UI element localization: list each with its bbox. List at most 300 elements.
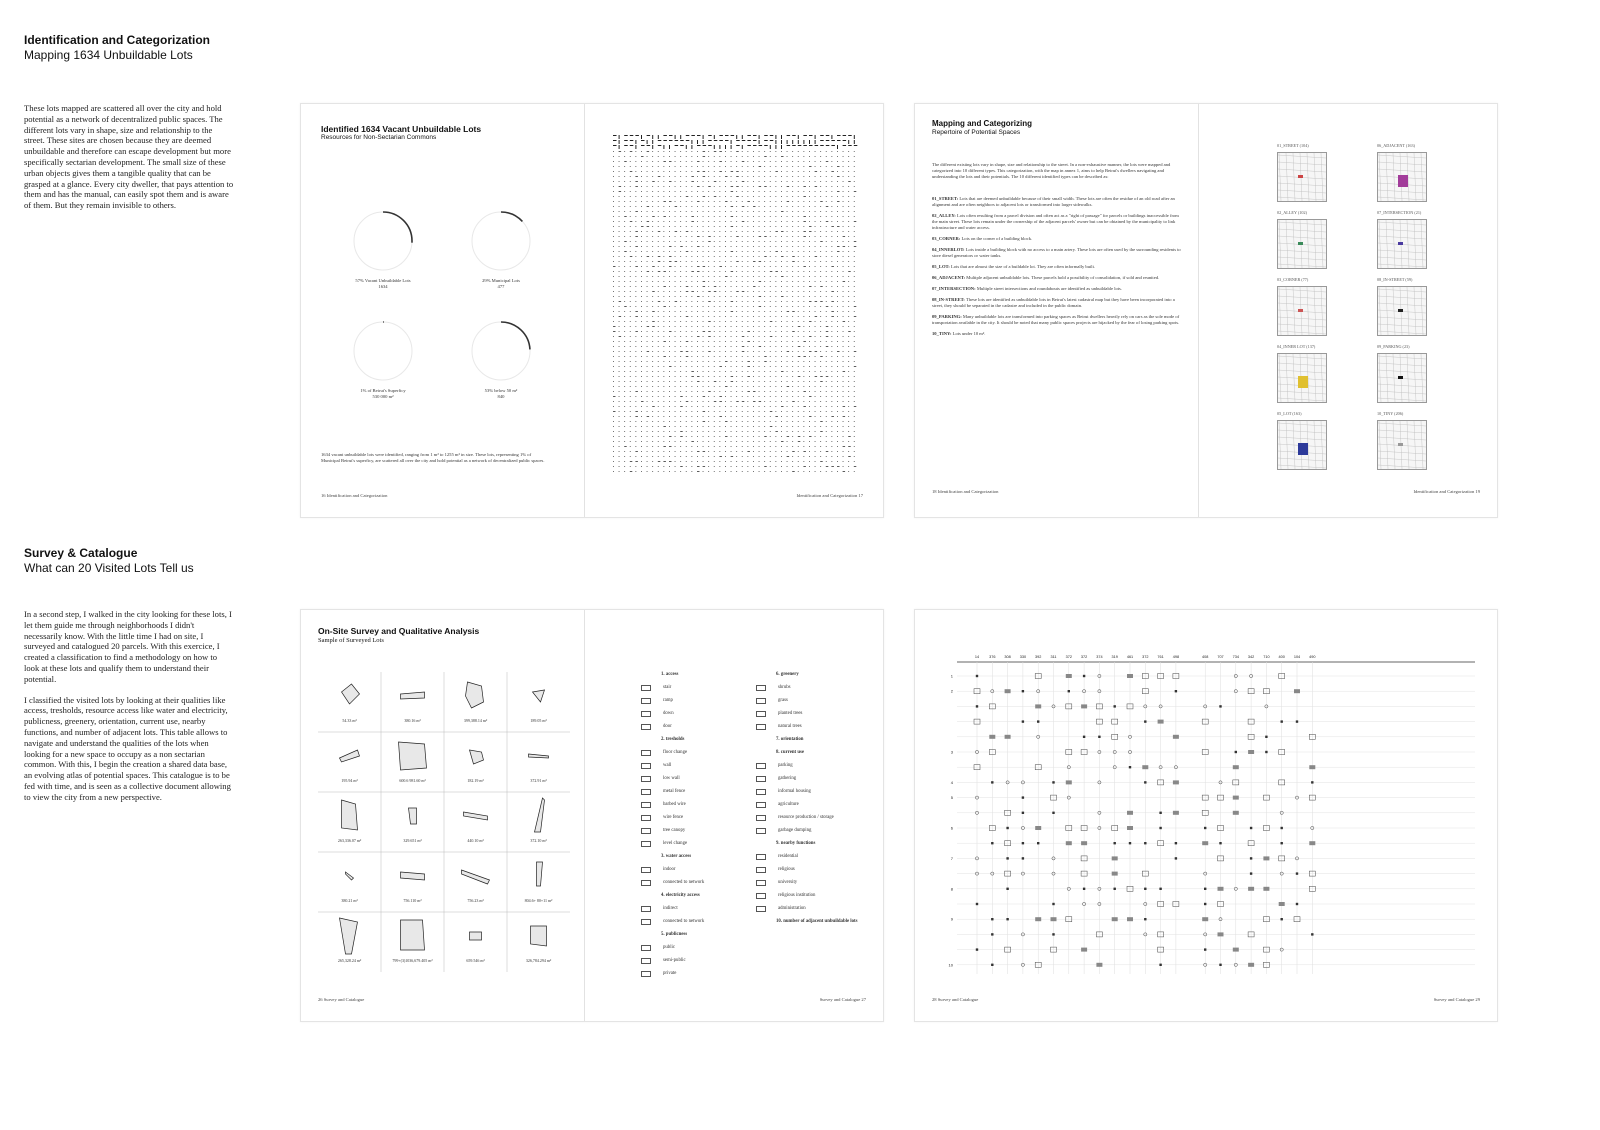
lot-shape (843, 281, 846, 282)
lot-shape (843, 391, 844, 392)
lot-shape (686, 281, 687, 282)
lot-shape (652, 236, 653, 237)
lot-shape (697, 166, 698, 167)
lot-shape (820, 171, 821, 172)
lot-shape (848, 366, 849, 367)
lot-shape (697, 326, 698, 327)
lot-shape (770, 221, 771, 222)
lot-shape (759, 156, 760, 157)
lot-shape (613, 156, 614, 157)
lot-shape (831, 376, 832, 377)
lot-shape (714, 331, 715, 332)
column-header: 330 (1019, 655, 1027, 659)
lot-shape (753, 381, 754, 382)
lot-shape (803, 221, 806, 222)
stat-label: 29% Municipal Lots (482, 278, 520, 283)
lot-shape (680, 241, 681, 242)
lot-shape (680, 145, 684, 146)
lot-shape (809, 276, 810, 277)
lot-shape (686, 411, 687, 412)
lot-shape (736, 466, 737, 467)
lot-shape (826, 211, 827, 212)
lot-shape (837, 331, 838, 332)
lot-shape (843, 186, 844, 187)
survey-symbol (1037, 720, 1039, 722)
lot-shape (759, 216, 760, 217)
lot-shape (691, 466, 692, 467)
lot-shape (624, 451, 625, 452)
lot-shape (714, 456, 715, 457)
lot-shape (647, 346, 648, 347)
lot-shape (663, 135, 667, 136)
lot-shape (630, 471, 633, 472)
lot-shape (658, 366, 659, 367)
lot-shape (652, 471, 653, 472)
legend-symbol-icon (756, 724, 766, 730)
lot-shape (613, 291, 614, 292)
lot-shape (714, 140, 718, 141)
lot-shape (854, 316, 857, 317)
lot-shape (854, 231, 855, 232)
lot-shape (820, 336, 821, 337)
lot-shape (747, 391, 750, 392)
lot-shape (848, 446, 851, 447)
lot-shape (843, 221, 844, 222)
lot-shape (753, 221, 754, 222)
lot-shape (635, 161, 636, 162)
lot-shape (691, 436, 692, 437)
lot-shape (624, 376, 625, 377)
lot-shape (803, 331, 804, 332)
lot-shape (815, 376, 818, 377)
lot-shape (753, 291, 754, 292)
lot-shape (641, 451, 642, 452)
lot-shape (635, 341, 636, 342)
lot-shape (652, 451, 653, 452)
lot-shape (686, 196, 689, 197)
lot-shape (798, 181, 799, 182)
lot-shape (854, 261, 855, 262)
lot-shape (837, 256, 838, 257)
lot-shape (686, 231, 689, 232)
lot-shape (798, 171, 799, 172)
type-text: Many unbuildable lots are transformed into parking spaces as Beirut dwellers heavily rely on cars as the sole mode of transportation available in the city. It should be noted that many public spaces projects are hijacked by the fear of losing parking spots. (932, 314, 1180, 325)
lot-shape (803, 226, 804, 227)
lot-shape (703, 411, 706, 412)
lot-shape (747, 431, 748, 432)
lot-shape (803, 145, 807, 146)
lot-shape (736, 391, 737, 392)
lot-shape (658, 421, 659, 422)
lot-shape (848, 276, 849, 277)
lot-shape (775, 331, 776, 332)
lot-shape (731, 241, 732, 242)
lot-shape (652, 256, 653, 257)
lot-shape (680, 261, 681, 262)
lot-shape (697, 461, 698, 462)
lot-shape (781, 291, 782, 292)
lot-shape (837, 191, 840, 192)
type-text: These lots are identified as unbuildable lots in Beirut's latest cadastral map but they have been incorporated into a street, they should be separated in the cadastre and included in the public domain. (932, 297, 1175, 308)
lot-shape (675, 171, 676, 172)
survey-symbol (1052, 903, 1054, 905)
survey-symbol (1127, 674, 1133, 678)
lot-shape (848, 251, 849, 252)
lot-shape (630, 251, 631, 252)
lot-shape (619, 251, 620, 252)
lot-shape (848, 181, 851, 182)
lot-shape (641, 316, 642, 317)
lot-shape (680, 336, 681, 337)
lot-shape (747, 231, 748, 232)
lot-shape (691, 351, 692, 352)
lot-shape (736, 326, 737, 327)
lot-shape (843, 306, 844, 307)
lot-shape (781, 456, 782, 457)
lot-shape (647, 246, 648, 247)
lot-shape (658, 311, 659, 312)
lot-shape (652, 206, 653, 207)
lot-shape (787, 291, 788, 292)
lot-shape (680, 291, 681, 292)
lot-shape (669, 271, 670, 272)
lot-shape (680, 191, 681, 192)
lot-shape (680, 371, 681, 372)
lot-shape (826, 291, 827, 292)
lot-shape (619, 311, 620, 312)
lot-shape (742, 261, 743, 262)
lot-shape (691, 451, 692, 452)
lot-shape (826, 386, 827, 387)
legend-item (641, 876, 736, 889)
lot-shape (652, 216, 655, 217)
lot-shape (803, 441, 804, 442)
lot-shape (798, 391, 799, 392)
lot-shape (658, 406, 659, 407)
lot-shape (815, 331, 816, 332)
lot-shape (619, 371, 620, 372)
lot-shape (663, 256, 664, 257)
lot-shape (831, 276, 832, 277)
lot-shape (725, 371, 726, 372)
lot-shape (831, 391, 832, 392)
lot-shape (775, 376, 776, 377)
lot-shape (691, 145, 692, 149)
lot-shape (641, 386, 642, 387)
lot-shape (619, 261, 620, 262)
lot-shape (775, 451, 776, 452)
lot-shape (742, 381, 743, 382)
lot-shape (691, 461, 692, 462)
lot-shape (652, 411, 653, 412)
lot-shape (703, 286, 706, 287)
lot-shape (759, 381, 760, 382)
lot-shape (647, 306, 648, 307)
lot-shape (770, 451, 771, 452)
lot-shape (843, 226, 844, 227)
lot-shape (781, 261, 782, 262)
lot-shape (775, 196, 776, 197)
lot-shape (826, 406, 827, 407)
lot-shape (770, 261, 771, 262)
lot-shape (820, 291, 821, 292)
survey-symbol (1175, 857, 1177, 859)
lot-shape (652, 401, 653, 402)
lot-shape (775, 406, 776, 407)
lot-shape (641, 206, 642, 207)
lot-shape (731, 406, 732, 407)
lot-shape (781, 276, 784, 277)
lot-shape (826, 216, 827, 217)
lot-shape (775, 181, 776, 182)
lot-shape (658, 326, 659, 327)
lot-shape (669, 296, 670, 297)
lot-shape (697, 346, 698, 347)
lot-shape (663, 186, 664, 187)
lot-shape (680, 441, 681, 442)
lot-area: 54.33 m² (342, 718, 357, 723)
lot-shape (619, 411, 620, 412)
lot-shape (714, 156, 715, 157)
lot-shape (837, 276, 838, 277)
lot-shape (675, 145, 679, 146)
lot-shape (619, 201, 620, 202)
lot-shape (753, 371, 754, 372)
lot-shape (714, 336, 715, 337)
lot-shape (848, 186, 849, 187)
lot-shape (619, 446, 620, 447)
survey-symbol (1159, 827, 1161, 829)
lot-shape (820, 176, 821, 177)
lot-shape (787, 316, 788, 317)
lot-shape (736, 156, 737, 157)
lot-shape (703, 306, 704, 307)
lot-shape (624, 266, 625, 267)
lot-shape (647, 226, 650, 227)
lot-shape (686, 246, 687, 247)
lot-shape (820, 241, 823, 242)
lot-shape (686, 171, 687, 172)
lot-shape (714, 135, 715, 139)
lot-shape (731, 301, 734, 302)
lot-shape (630, 456, 631, 457)
lot-shape (686, 291, 689, 292)
lot-shape (820, 356, 823, 357)
lot-shape (703, 416, 704, 417)
lot-shape (675, 216, 676, 217)
lot-shape (680, 156, 681, 157)
lot-shape (652, 336, 653, 337)
lot-shape (781, 371, 784, 372)
lot-shape (714, 461, 715, 462)
lot-shape (826, 281, 827, 282)
lot-shape (725, 140, 729, 141)
lot-shape (719, 391, 720, 392)
lot-shape (719, 191, 720, 192)
lot-shape (686, 261, 687, 262)
legend-symbol-icon (641, 763, 651, 769)
lot-shape (675, 426, 676, 427)
lot-shape (652, 371, 653, 372)
lot-shape (680, 366, 681, 367)
lot-shape (680, 326, 681, 327)
row-label: 4 (950, 779, 953, 785)
lot-shape (658, 321, 659, 322)
row-label: 6 (950, 825, 953, 831)
lot-shape (697, 391, 698, 392)
lot-shape (641, 211, 642, 212)
lot-shape (641, 221, 642, 222)
type-item (932, 297, 1182, 309)
lot-shape (770, 140, 774, 141)
lot-shape (815, 301, 818, 302)
lot-shape (753, 236, 754, 237)
lot-shape (714, 201, 715, 202)
survey-symbol (1006, 888, 1008, 890)
lot-shape (630, 421, 631, 422)
lot-shape (837, 451, 838, 452)
lot-shape (675, 361, 676, 362)
lot-shape (624, 276, 625, 277)
lot-shape (663, 241, 664, 242)
lot-shape (803, 336, 804, 337)
lot-shape (787, 251, 788, 252)
type-name: 04_INNERLOT: (932, 247, 966, 252)
lot-shape (680, 246, 683, 247)
lot-shape (854, 436, 855, 437)
footer-left: 16 Identification and Categorization (321, 493, 388, 498)
lot-shape (820, 441, 821, 442)
lot-shape (759, 140, 760, 144)
lot-shape (641, 301, 642, 302)
lot-shape (725, 336, 726, 337)
column-header: 311 (1050, 655, 1057, 659)
lot-shape (764, 281, 765, 282)
lot-area: 182.19 m² (467, 778, 484, 783)
lot-shape (792, 241, 793, 242)
lot-shape (770, 176, 771, 177)
lot-shape (641, 140, 645, 141)
lot-shape (691, 386, 692, 387)
lot-plan (401, 692, 425, 699)
lot-shape (747, 216, 748, 217)
lot-shape (691, 401, 692, 402)
lot-shape (753, 140, 757, 141)
lot-shape (703, 316, 704, 317)
legend-heading (641, 928, 736, 941)
lot-shape (742, 346, 745, 347)
lot-shape (742, 336, 745, 337)
lot-shape (792, 251, 793, 252)
lot-shape (781, 326, 782, 327)
lot-shape (613, 246, 614, 247)
lot-shape (742, 311, 743, 312)
survey-symbol (976, 705, 978, 707)
lot-shape (775, 301, 776, 302)
lot-shape (675, 466, 676, 467)
survey-symbol (1296, 903, 1298, 905)
lot-shape (742, 161, 745, 162)
lot-shape (708, 396, 709, 397)
lot-shape (781, 441, 784, 442)
lot-shape (837, 316, 838, 317)
lot-shape (848, 426, 849, 427)
survey-symbol (1114, 705, 1116, 707)
survey-symbol (1022, 720, 1024, 722)
lot-shape (753, 206, 756, 207)
lot-shape (770, 256, 771, 257)
lot-shape (663, 431, 664, 432)
lot-shape (691, 151, 692, 152)
legend-label: indirect (663, 906, 678, 911)
lot-shape (658, 261, 661, 262)
lot-shape (848, 211, 849, 212)
lot-shape (663, 471, 664, 472)
lot-shape (792, 401, 795, 402)
lot-shape (820, 406, 821, 407)
map-highlight (1298, 443, 1308, 455)
lot-shape (675, 201, 676, 202)
lot-shape (719, 221, 720, 222)
lot-shape (747, 145, 751, 146)
lot-shape (675, 471, 676, 472)
lot-shape (725, 231, 726, 232)
lot-shape (764, 161, 765, 162)
lot-shape (708, 176, 709, 177)
lot-shape (719, 321, 720, 322)
lot-shape (714, 311, 715, 312)
lot-shape (781, 156, 784, 157)
lot-shape (708, 286, 709, 287)
lot-shape (787, 151, 788, 152)
lot-shape (675, 326, 676, 327)
lot-shape (630, 336, 631, 337)
lot-shape (826, 411, 827, 412)
lot-shape (703, 196, 706, 197)
legend-item (641, 707, 736, 720)
lot-shape (663, 461, 666, 462)
lot-shape (719, 206, 720, 207)
survey-symbol (1281, 842, 1283, 844)
lot-shape (703, 256, 704, 257)
lot-shape (658, 201, 659, 202)
lot-shape (798, 421, 799, 422)
column-header: 308 (1004, 655, 1011, 659)
lot-shape (647, 241, 648, 242)
lot-shape (798, 431, 799, 432)
lot-shape (641, 186, 642, 187)
lot-shape (619, 336, 622, 337)
lot-shape (770, 151, 771, 152)
lot-shape (708, 256, 709, 257)
lot-shape (781, 301, 782, 302)
lot-shape (792, 456, 793, 457)
lot-shape (736, 306, 737, 307)
lot-shape (837, 246, 840, 247)
lot-shape (725, 306, 726, 307)
lot-shape (747, 421, 748, 422)
lot-shape (770, 431, 771, 432)
lot-plan (346, 872, 354, 880)
lot-shape (736, 241, 737, 242)
lot-shape (843, 181, 844, 182)
lot-shape (742, 145, 743, 149)
lot-shape (652, 441, 653, 442)
lot-shape (675, 346, 676, 347)
lot-shape (691, 376, 694, 377)
lot-shape (691, 236, 692, 237)
column-header: 372 (1080, 655, 1088, 659)
